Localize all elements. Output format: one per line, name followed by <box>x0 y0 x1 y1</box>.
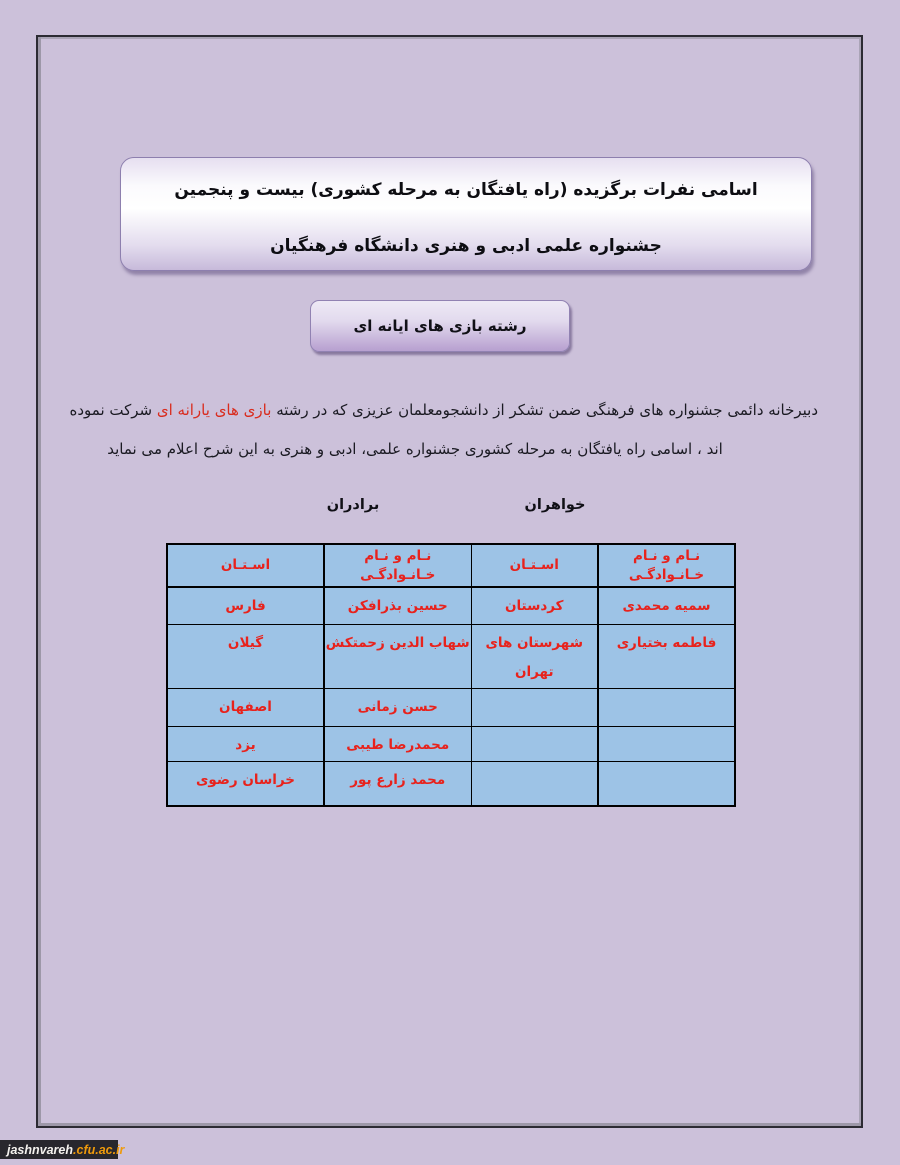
group-label-sisters: خواهران <box>524 497 586 513</box>
winners-table-container <box>166 543 736 807</box>
table-row <box>167 624 735 688</box>
cell-sister-name: فاطمه بختیاری <box>598 624 735 688</box>
cell-sister-province <box>471 761 598 806</box>
cell-sister-province <box>471 688 598 726</box>
intro-text-pre: دبیرخانه دائمی جشنواره های فرهنگی ضمن تشکر از دانشجومعلمان عزیزی که در رشته <box>271 401 818 419</box>
footer-site-bar <box>0 1140 125 1159</box>
cell-brother-name: شهاب الدین زحمتکش <box>324 624 471 688</box>
header-sister-province: اسـتـان <box>471 544 598 587</box>
cell-sister-name <box>598 688 735 726</box>
title-box <box>120 157 812 271</box>
cell-brother-province: خراسان رضوی <box>167 761 324 806</box>
cell-brother-province: اصفهان <box>167 688 324 726</box>
group-label-brothers: برادران <box>326 497 380 513</box>
cell-brother-province: یزد <box>167 726 324 761</box>
cell-brother-name: حسن زمانی <box>324 688 471 726</box>
cell-sister-province: کردستان <box>471 587 598 624</box>
title-line-1: اسامی نفرات برگزیده (راه یافتگان به مرحله کشوری) بیست و پنجمین <box>174 180 758 200</box>
intro-text-post: شرکت نموده <box>69 401 157 419</box>
header-brother-province: اسـتـان <box>167 544 324 587</box>
cell-sister-name <box>598 761 735 806</box>
intro-text-highlight: بازی های یارانه ای <box>156 401 272 419</box>
cell-sister-name: سمیه محمدی <box>598 587 735 624</box>
cell-sister-name <box>598 726 735 761</box>
cell-brother-province: فارس <box>167 587 324 624</box>
cell-sister-province: شهرستان های تهران <box>471 624 598 688</box>
intro-paragraph-line-1 <box>69 401 818 419</box>
table-row <box>167 688 735 726</box>
table-row <box>167 761 735 806</box>
table-header-row <box>167 544 735 587</box>
cell-brother-name: محمد زارع پور <box>324 761 471 806</box>
table-row <box>167 726 735 761</box>
table-row <box>167 587 735 624</box>
intro-paragraph-line-2: اند ، اسامی راه یافتگان به مرحله کشوری جشنواره علمی، ادبی و هنری به این شرح اعلام می نماید <box>107 440 723 458</box>
cell-brother-name: محمدرضا طیبی <box>324 726 471 761</box>
winners-table <box>166 543 736 807</box>
cell-brother-name: حسین بذرافکن <box>324 587 471 624</box>
header-sister-name: نـام و نـام خـانـوادگـی <box>598 544 735 587</box>
footer-site-domain: .cfu.ac.ir <box>73 1142 125 1157</box>
cell-brother-province: گیلان <box>167 624 324 688</box>
cell-sister-province <box>471 726 598 761</box>
discipline-box <box>310 300 570 352</box>
footer-site-name: jashnvareh <box>7 1142 74 1157</box>
header-brother-name: نـام و نـام خـانـوادگـی <box>324 544 471 587</box>
discipline-label: رشته بازی های ایانه ای <box>353 317 527 335</box>
title-line-2: جشنواره علمی ادبی و هنری دانشگاه فرهنگیان <box>270 236 662 256</box>
